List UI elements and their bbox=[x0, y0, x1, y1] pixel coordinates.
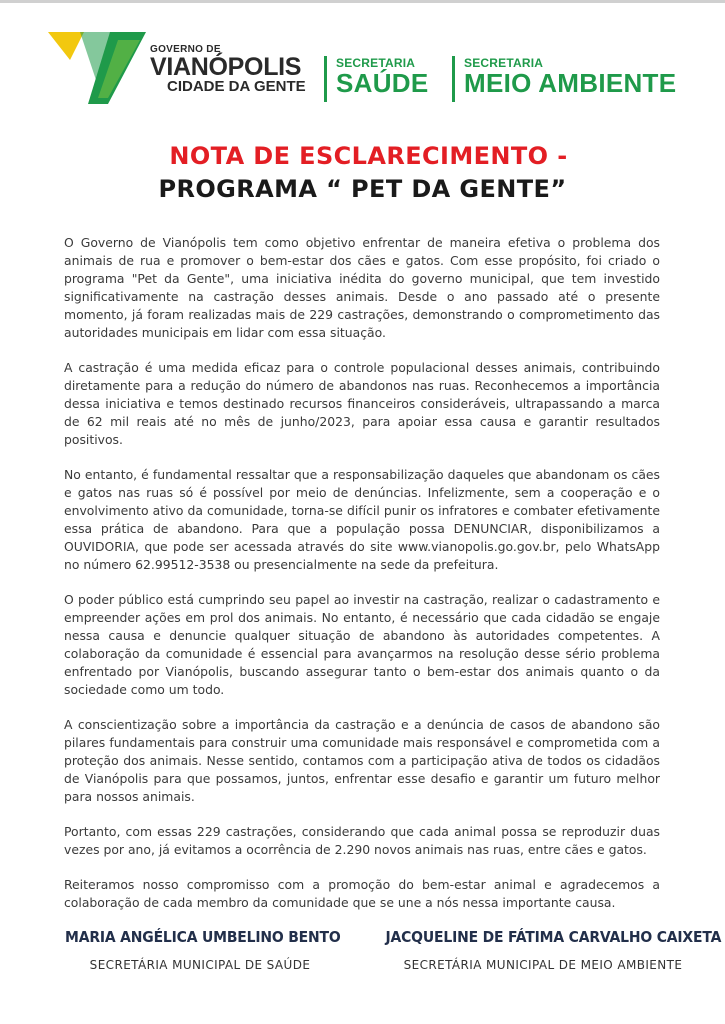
document-body bbox=[64, 234, 660, 929]
header bbox=[48, 30, 688, 108]
paragraph: Portanto, com essas 229 castrações, considerando que cada animal possa se reproduzir duas vezes por ano, já evitamos a ocorrência de 2.290 novos animais nas ruas, entre cães e gatos. bbox=[64, 824, 660, 857]
top-border bbox=[0, 0, 725, 3]
paragraph: A castração é uma medida eficaz para o controle populacional desses animais, contribuindo diretamente para a redução do número de abandonos nas ruas. Reconhecemos a importância dessa iniciativa e temos destinado recursos financeiros consideráveis, ultrapassando a marca de 62 mil reais até no mês de junho/2023, para apoiar essa causa e garantir resultados positivos. bbox=[64, 360, 660, 447]
signatory-role: SECRETÁRIA MUNICIPAL DE SAÚDE bbox=[89, 958, 311, 972]
signatory-role: SECRETÁRIA MUNICIPAL DE MEIO AMBIENTE bbox=[403, 958, 683, 972]
brand-tagline: CIDADE DA GENTE bbox=[167, 78, 306, 95]
paragraph: No entanto, é fundamental ressaltar que a responsabilização daqueles que abandonam os cães e gatos nas ruas só é possível por meio de denúncias. Infelizmente, sem a cooperação e o envolvimento ativo da comunidade, torna-se difícil punir os infratores e combater efetivamente essa prática de abandono. Para que a população possa DENUNCIAR, disponibilizamos a OUVIDORIA, que pode ser acessada através do site www.vianopolis.go.gov.br, pelo WhatsApp no número 62.99512-3538 ou presencialmente na sede da prefeitura. bbox=[64, 467, 660, 572]
secretaria-saude-small: SECRETARIA bbox=[336, 56, 416, 70]
brand-wordmark bbox=[150, 44, 320, 95]
vianopolis-logo-icon bbox=[48, 30, 148, 108]
signature-saude bbox=[50, 928, 350, 972]
secretaria-meio-ambiente-big: MEIO AMBIENTE bbox=[464, 68, 677, 98]
divider bbox=[452, 56, 455, 102]
signatory-name: MARIA ANGÉLICA UMBELINO BENTO bbox=[65, 928, 341, 946]
secretaria-saude bbox=[336, 56, 429, 97]
paragraph: A conscientização sobre a importância da castração e a denúncia de casos de abandono são pilares fundamentais para construir uma comunidade mais responsável e comprometida com a proteção dos animais. Nesse sentido, contamos com a participação ativa de todos os cidadãos de Vianópolis para que possamos, juntos, enfrentar esse desafio e garantir um futuro melhor para nossos animais. bbox=[64, 717, 660, 804]
signatory-name: JACQUELINE DE FÁTIMA CARVALHO CAIXETA bbox=[385, 928, 722, 946]
divider bbox=[324, 56, 327, 102]
signature-meio-ambiente bbox=[368, 928, 722, 972]
title-line-2: PROGRAMA “ PET DA GENTE” bbox=[158, 175, 567, 203]
title-line-1: NOTA DE ESCLARECIMENTO - bbox=[169, 142, 568, 170]
paragraph: O Governo de Vianópolis tem como objetivo enfrentar de maneira efetiva o problema dos animais de rua e promover o bem-estar dos cães e gatos. Com esse propósito, foi criado o programa "Pet da Gente", uma iniciativa inédita do governo municipal, que tem investido significativamente na castração desses animais. Desde o ano passado até o presente momento, já foram realizadas mais de 229 castrações, demonstrando o comprometimento das autoridades municipais em lidar com essa situação. bbox=[64, 235, 660, 340]
secretaria-meio-ambiente-small: SECRETARIA bbox=[464, 56, 544, 70]
secretaria-meio-ambiente bbox=[464, 56, 676, 97]
brand-city: VIANÓPOLIS bbox=[150, 53, 302, 81]
paragraph: Reiteramos nosso compromisso com a promoção do bem-estar animal e agradecemos a colaboração de cada membro da comunidade que se une a nós nessa importante causa. bbox=[64, 877, 660, 910]
brand-governo: GOVERNO DE bbox=[150, 44, 221, 55]
secretaria-saude-big: SAÚDE bbox=[336, 68, 429, 98]
paragraph: O poder público está cumprindo seu papel ao investir na castração, realizar o cadastramento e empreender ações em prol dos animais. No entanto, é necessário que cada cidadão se engaje nessa causa e denuncie qualquer situação de abandono às autoridades competentes. A colaboração da comunidade é essencial para avançarmos na resolução desse sério problema enfrentado por Vianópolis, buscando assegurar tanto o bem-estar dos animais quanto o da sociedade como um todo. bbox=[64, 592, 660, 697]
